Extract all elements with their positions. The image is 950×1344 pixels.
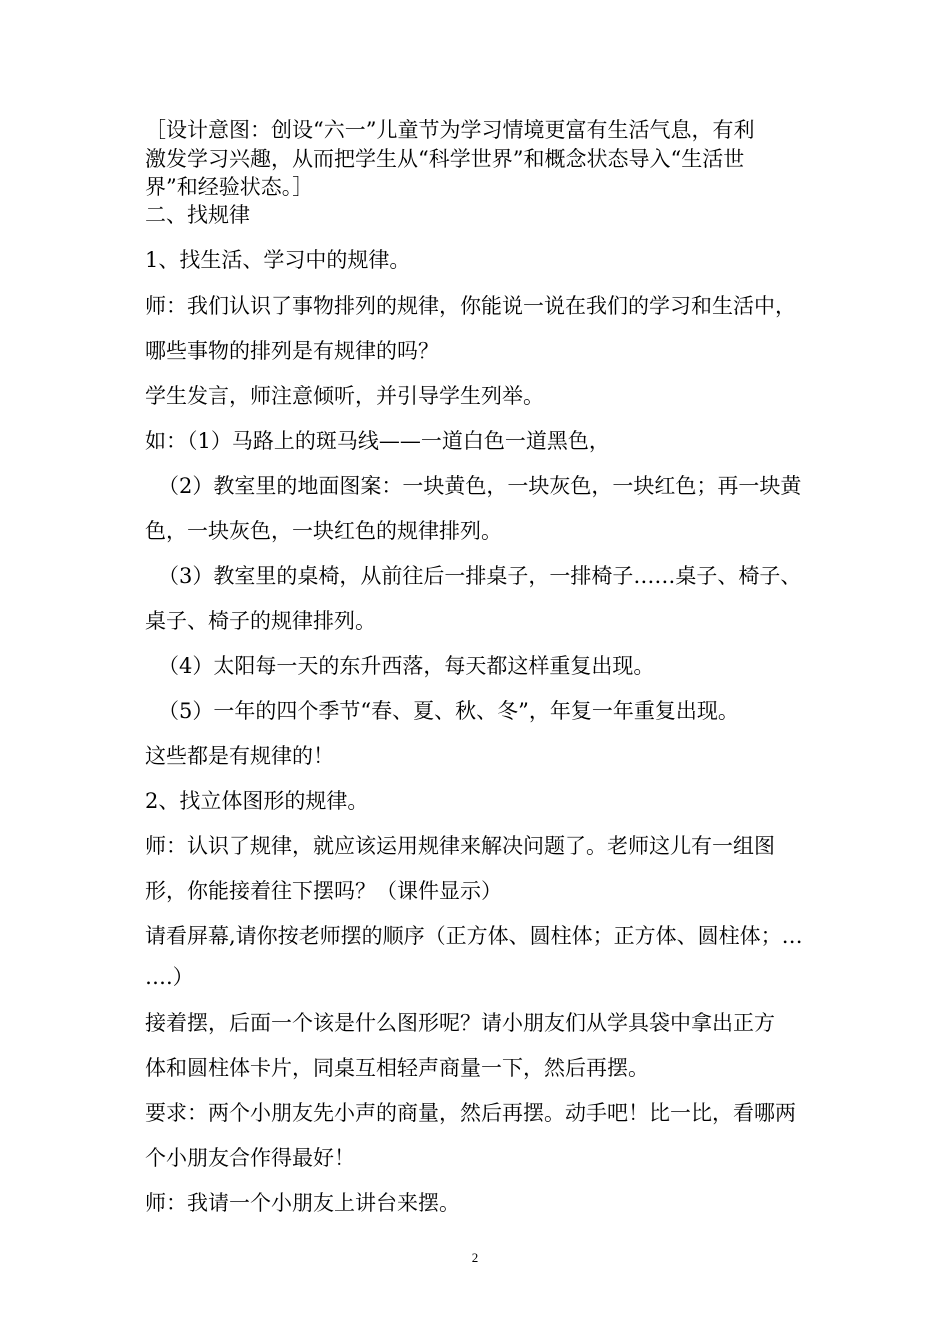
paragraph-line: ….） <box>145 965 194 989</box>
page-number: 2 <box>471 1250 479 1265</box>
example-item-1: 如：（1）马路上的斑马线——一道白色一道黑色， <box>145 429 610 453</box>
example-item-5: （5）一年的四个季节“春、夏、秋、冬”，年复一年重复出现。 <box>158 699 739 723</box>
example-item-2-cont: 色，一块灰色，一块红色的规律排列。 <box>145 519 502 543</box>
paragraph-line: 个小朋友合作得最好！ <box>145 1146 355 1170</box>
example-item-3-cont: 桌子、椅子的规律排列。 <box>145 609 376 633</box>
section-heading: 二、找规律 <box>145 203 250 227</box>
paragraph-line: 这些都是有规律的！ <box>145 744 334 768</box>
paragraph-line: 学生发言，师注意倾听，并引导学生列举。 <box>145 384 544 408</box>
subheading-2: 2、找立体图形的规律。 <box>145 789 369 813</box>
paragraph-line: 形，你能接着往下摆吗？（课件显示） <box>145 879 502 903</box>
subheading-1: 1、找生活、学习中的规律。 <box>145 248 411 272</box>
example-item-4: （4）太阳每一天的东升西落，每天都这样重复出现。 <box>158 654 655 678</box>
paragraph-line: 师：认识了规律，就应该运用规律来解决问题了。老师这儿有一组图 <box>145 834 775 858</box>
paragraph-line: 体和圆柱体卡片，同桌互相轻声商量一下，然后再摆。 <box>145 1056 649 1080</box>
example-item-3: （3）教室里的桌椅，从前往后一排桌子，一排椅子……桌子、椅子、 <box>158 564 802 588</box>
paragraph-line: 要求：两个小朋友先小声的商量，然后再摆。动手吧！比一比，看哪两 <box>145 1101 796 1125</box>
paragraph-line: 接着摆，后面一个该是什么图形呢？请小朋友们从学具袋中拿出正方 <box>145 1011 775 1035</box>
paragraph-line: 请看屏幕,请你按老师摆的顺序（正方体、圆柱体；正方体、圆柱体；… <box>145 924 803 948</box>
design-intent-line-3: 界”和经验状态。］ <box>145 175 314 199</box>
example-item-2: （2）教室里的地面图案：一块黄色，一块灰色，一块红色；再一块黄 <box>158 474 802 498</box>
paragraph-line: 哪些事物的排列是有规律的吗？ <box>145 339 439 363</box>
design-intent-line-1: ［设计意图：创设“六一”儿童节为学习情境更富有生活气息，有利 <box>145 118 755 142</box>
design-intent-line-2: 激发学习兴趣，从而把学生从“科学世界”和概念状态导入“生活世 <box>145 147 745 171</box>
paragraph-line: 师：我请一个小朋友上讲台来摆。 <box>145 1191 460 1215</box>
paragraph-line: 师：我们认识了事物排列的规律，你能说一说在我们的学习和生活中， <box>145 294 796 318</box>
